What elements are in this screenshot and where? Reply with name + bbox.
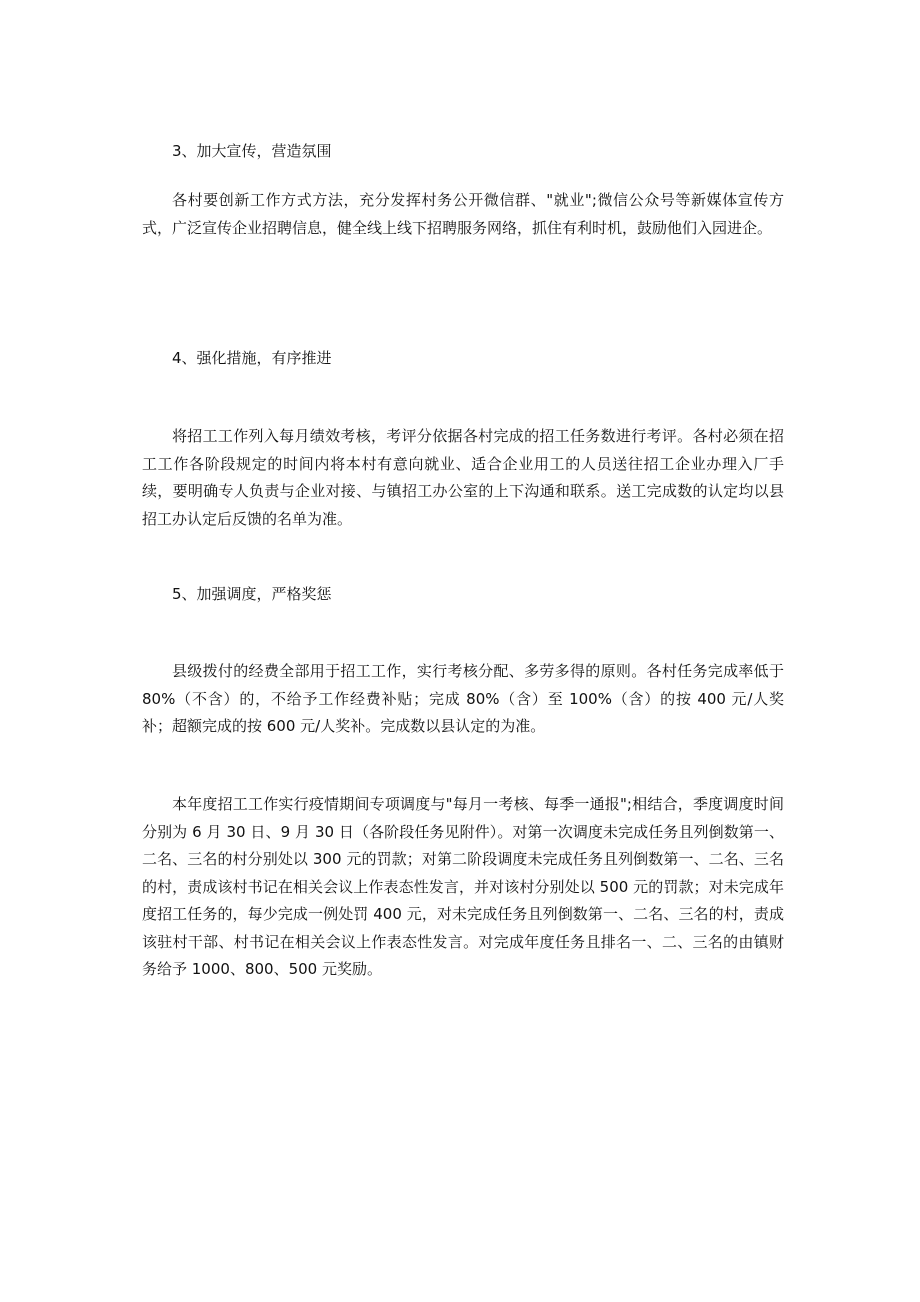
closing-paragraph: 本年度招工工作实行疫情期间专项调度与"每月一考核、每季一通报";相结合，季度调度时间分别为 6 月 30 日、9 月 30 日（各阶段任务见附件）。对第一次调度未完成任务且列倒数第一、二名、三名的村分别处以 300 元的罚款；对第二阶段调度未完成任务且列倒数第一、二名、三名的村，责成该村书记在相关会议上作表态性发言，并对该村分别处以 500 元的罚款；对未完成年度招工任务的，每少完成一例处罚 400 元，对未完成任务且列倒数第一、二名、三名的村，责成该驻村干部、村书记在相关会议上作表态性发言。对完成年度任务且排名一、二、三名的由镇财务给予 1000、800、500 元奖励。: [142, 795, 784, 978]
section-heading-3: 3、加大宣传，营造氛围: [172, 142, 332, 160]
section-heading-5: 5、加强调度，严格奖惩: [172, 585, 332, 603]
section-paragraph-3: 各村要创新工作方式方法，充分发挥村务公开微信群、"就业";微信公众号等新媒体宣传方式，广泛宣传企业招聘信息，健全线上线下招聘服务网络，抓住有利时机，鼓励他们入园进企。: [142, 191, 784, 237]
section-paragraph-4: 将招工工作列入每月绩效考核，考评分依据各村完成的招工任务数进行考评。各村必须在招工工作各阶段规定的时间内将本村有意向就业、适合企业用工的人员送往招工企业办理入厂手续，要明确专人负责与企业对接、与镇招工办公室的上下沟通和联系。送工完成数的认定均以县招工办认定后反馈的名单为准。: [142, 427, 784, 528]
section-heading-4: 4、强化措施，有序推进: [172, 349, 332, 367]
section-paragraph-5: 县级拨付的经费全部用于招工工作，实行考核分配、多劳多得的原则。各村任务完成率低于 80%（不含）的，不给予工作经费补贴；完成 80%（含）至 100%（含）的按 400 元/人奖补；超额完成的按 600 元/人奖补。完成数以县认定的为准。: [142, 662, 784, 735]
